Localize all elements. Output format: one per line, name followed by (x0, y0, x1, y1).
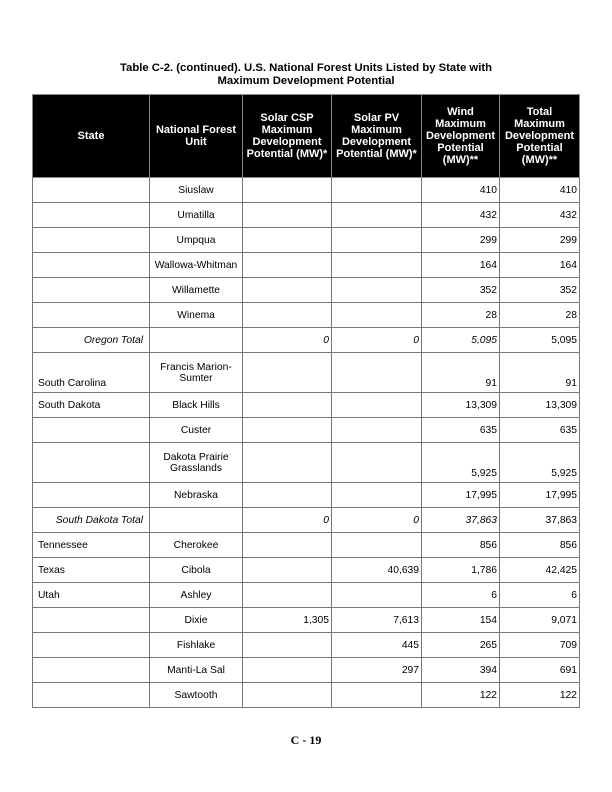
cell-wind: 154 (422, 608, 500, 633)
cell-csp: 0 (243, 328, 332, 353)
cell-unit: Custer (150, 418, 243, 443)
cell-pv (332, 278, 422, 303)
cell-csp: 1,305 (243, 608, 332, 633)
cell-wind: 5,095 (422, 328, 500, 353)
cell-pv (332, 683, 422, 708)
cell-state (33, 633, 150, 658)
cell-state (33, 443, 150, 483)
cell-state: South Dakota Total (33, 508, 150, 533)
cell-pv (332, 203, 422, 228)
cell-unit (150, 508, 243, 533)
table-row (33, 178, 580, 203)
cell-csp (243, 353, 332, 393)
cell-state (33, 683, 150, 708)
state-total-row (33, 508, 580, 533)
cell-wind: 635 (422, 418, 500, 443)
cell-csp (243, 483, 332, 508)
cell-csp (243, 683, 332, 708)
cell-total: 6 (500, 583, 580, 608)
cell-csp: 0 (243, 508, 332, 533)
cell-pv (332, 583, 422, 608)
cell-total: 5,925 (500, 443, 580, 483)
cell-total: 37,863 (500, 508, 580, 533)
cell-total: 122 (500, 683, 580, 708)
cell-wind: 856 (422, 533, 500, 558)
cell-pv (332, 418, 422, 443)
cell-total: 432 (500, 203, 580, 228)
cell-csp (243, 303, 332, 328)
cell-state (33, 278, 150, 303)
cell-unit: Ashley (150, 583, 243, 608)
cell-unit: Dixie (150, 608, 243, 633)
cell-unit: Dakota Prairie Grasslands (150, 443, 243, 483)
table-row (33, 393, 580, 418)
col-header-pv: Solar PV Maximum Development Potential (MW)* (332, 95, 422, 178)
cell-total: 299 (500, 228, 580, 253)
cell-wind: 6 (422, 583, 500, 608)
cell-wind: 265 (422, 633, 500, 658)
cell-unit: Umpqua (150, 228, 243, 253)
cell-state (33, 228, 150, 253)
table-row (33, 418, 580, 443)
table-row (33, 558, 580, 583)
cell-unit: Cherokee (150, 533, 243, 558)
cell-unit: Umatilla (150, 203, 243, 228)
cell-wind: 5,925 (422, 443, 500, 483)
cell-total: 164 (500, 253, 580, 278)
cell-wind: 37,863 (422, 508, 500, 533)
cell-wind: 164 (422, 253, 500, 278)
cell-total: 635 (500, 418, 580, 443)
cell-state (33, 608, 150, 633)
cell-total: 856 (500, 533, 580, 558)
cell-total: 28 (500, 303, 580, 328)
cell-unit: Manti-La Sal (150, 658, 243, 683)
col-header-unit: National Forest Unit (150, 95, 243, 178)
table-body (33, 178, 580, 708)
state-total-row (33, 328, 580, 353)
cell-state (33, 253, 150, 278)
cell-pv (332, 253, 422, 278)
cell-wind: 432 (422, 203, 500, 228)
cell-wind: 13,309 (422, 393, 500, 418)
table-row (33, 583, 580, 608)
forest-units-table (32, 94, 580, 708)
cell-pv (332, 303, 422, 328)
cell-wind: 410 (422, 178, 500, 203)
cell-state (33, 418, 150, 443)
cell-wind: 91 (422, 353, 500, 393)
cell-total: 5,095 (500, 328, 580, 353)
cell-state (33, 303, 150, 328)
cell-csp (243, 533, 332, 558)
cell-wind: 122 (422, 683, 500, 708)
cell-unit: Francis Marion-Sumter (150, 353, 243, 393)
cell-csp (243, 633, 332, 658)
cell-unit: Black Hills (150, 393, 243, 418)
cell-pv (332, 533, 422, 558)
cell-pv: 297 (332, 658, 422, 683)
table-title (0, 62, 612, 88)
cell-csp (243, 253, 332, 278)
table-row (33, 253, 580, 278)
cell-pv (332, 228, 422, 253)
table-row (33, 303, 580, 328)
cell-unit: Sawtooth (150, 683, 243, 708)
cell-csp (243, 418, 332, 443)
table-row (33, 658, 580, 683)
cell-total: 13,309 (500, 393, 580, 418)
col-header-wind: Wind Maximum Development Potential (MW)** (422, 95, 500, 178)
cell-pv: 445 (332, 633, 422, 658)
cell-csp (243, 658, 332, 683)
cell-pv: 40,639 (332, 558, 422, 583)
cell-unit: Winema (150, 303, 243, 328)
cell-csp (243, 278, 332, 303)
cell-csp (243, 583, 332, 608)
cell-unit: Siuslaw (150, 178, 243, 203)
cell-wind: 1,786 (422, 558, 500, 583)
cell-pv (332, 393, 422, 418)
page-number: C - 19 (290, 733, 322, 747)
header-row (33, 95, 580, 178)
cell-state: South Dakota (33, 393, 150, 418)
table-row (33, 608, 580, 633)
cell-state: South Carolina (33, 353, 150, 393)
cell-pv: 7,613 (332, 608, 422, 633)
cell-total: 91 (500, 353, 580, 393)
cell-pv: 0 (332, 508, 422, 533)
cell-pv (332, 443, 422, 483)
cell-state: Texas (33, 558, 150, 583)
cell-unit (150, 328, 243, 353)
cell-csp (243, 203, 332, 228)
table-row (33, 443, 580, 483)
cell-total: 352 (500, 278, 580, 303)
table-row (33, 483, 580, 508)
cell-wind: 17,995 (422, 483, 500, 508)
cell-state (33, 178, 150, 203)
col-header-total: Total Maximum Development Potential (MW)** (500, 95, 580, 178)
table-title-line1: Table C-2. (continued). U.S. National Forest Units Listed by State with (120, 62, 492, 74)
cell-state (33, 483, 150, 508)
cell-total: 410 (500, 178, 580, 203)
cell-wind: 394 (422, 658, 500, 683)
cell-unit: Wallowa-Whitman (150, 253, 243, 278)
table-title-line2: Maximum Development Potential (217, 75, 395, 87)
cell-unit: Willamette (150, 278, 243, 303)
cell-total: 17,995 (500, 483, 580, 508)
cell-state (33, 203, 150, 228)
table-row (33, 633, 580, 658)
col-header-state: State (33, 95, 150, 178)
cell-total: 42,425 (500, 558, 580, 583)
cell-unit: Fishlake (150, 633, 243, 658)
table-row (33, 203, 580, 228)
cell-csp (243, 178, 332, 203)
cell-csp (243, 393, 332, 418)
cell-unit: Cibola (150, 558, 243, 583)
table-row (33, 228, 580, 253)
cell-state: Tennessee (33, 533, 150, 558)
cell-pv: 0 (332, 328, 422, 353)
cell-pv (332, 178, 422, 203)
cell-wind: 299 (422, 228, 500, 253)
cell-wind: 28 (422, 303, 500, 328)
cell-total: 691 (500, 658, 580, 683)
col-header-csp: Solar CSP Maximum Development Potential (MW)* (243, 95, 332, 178)
cell-pv (332, 353, 422, 393)
table-row (33, 533, 580, 558)
cell-state: Utah (33, 583, 150, 608)
cell-csp (243, 558, 332, 583)
cell-unit: Nebraska (150, 483, 243, 508)
cell-total: 9,071 (500, 608, 580, 633)
cell-pv (332, 483, 422, 508)
cell-state (33, 658, 150, 683)
cell-state: Oregon Total (33, 328, 150, 353)
cell-total: 709 (500, 633, 580, 658)
table-row (33, 683, 580, 708)
table-row (33, 278, 580, 303)
cell-csp (243, 228, 332, 253)
cell-wind: 352 (422, 278, 500, 303)
cell-csp (243, 443, 332, 483)
table-row (33, 353, 580, 393)
